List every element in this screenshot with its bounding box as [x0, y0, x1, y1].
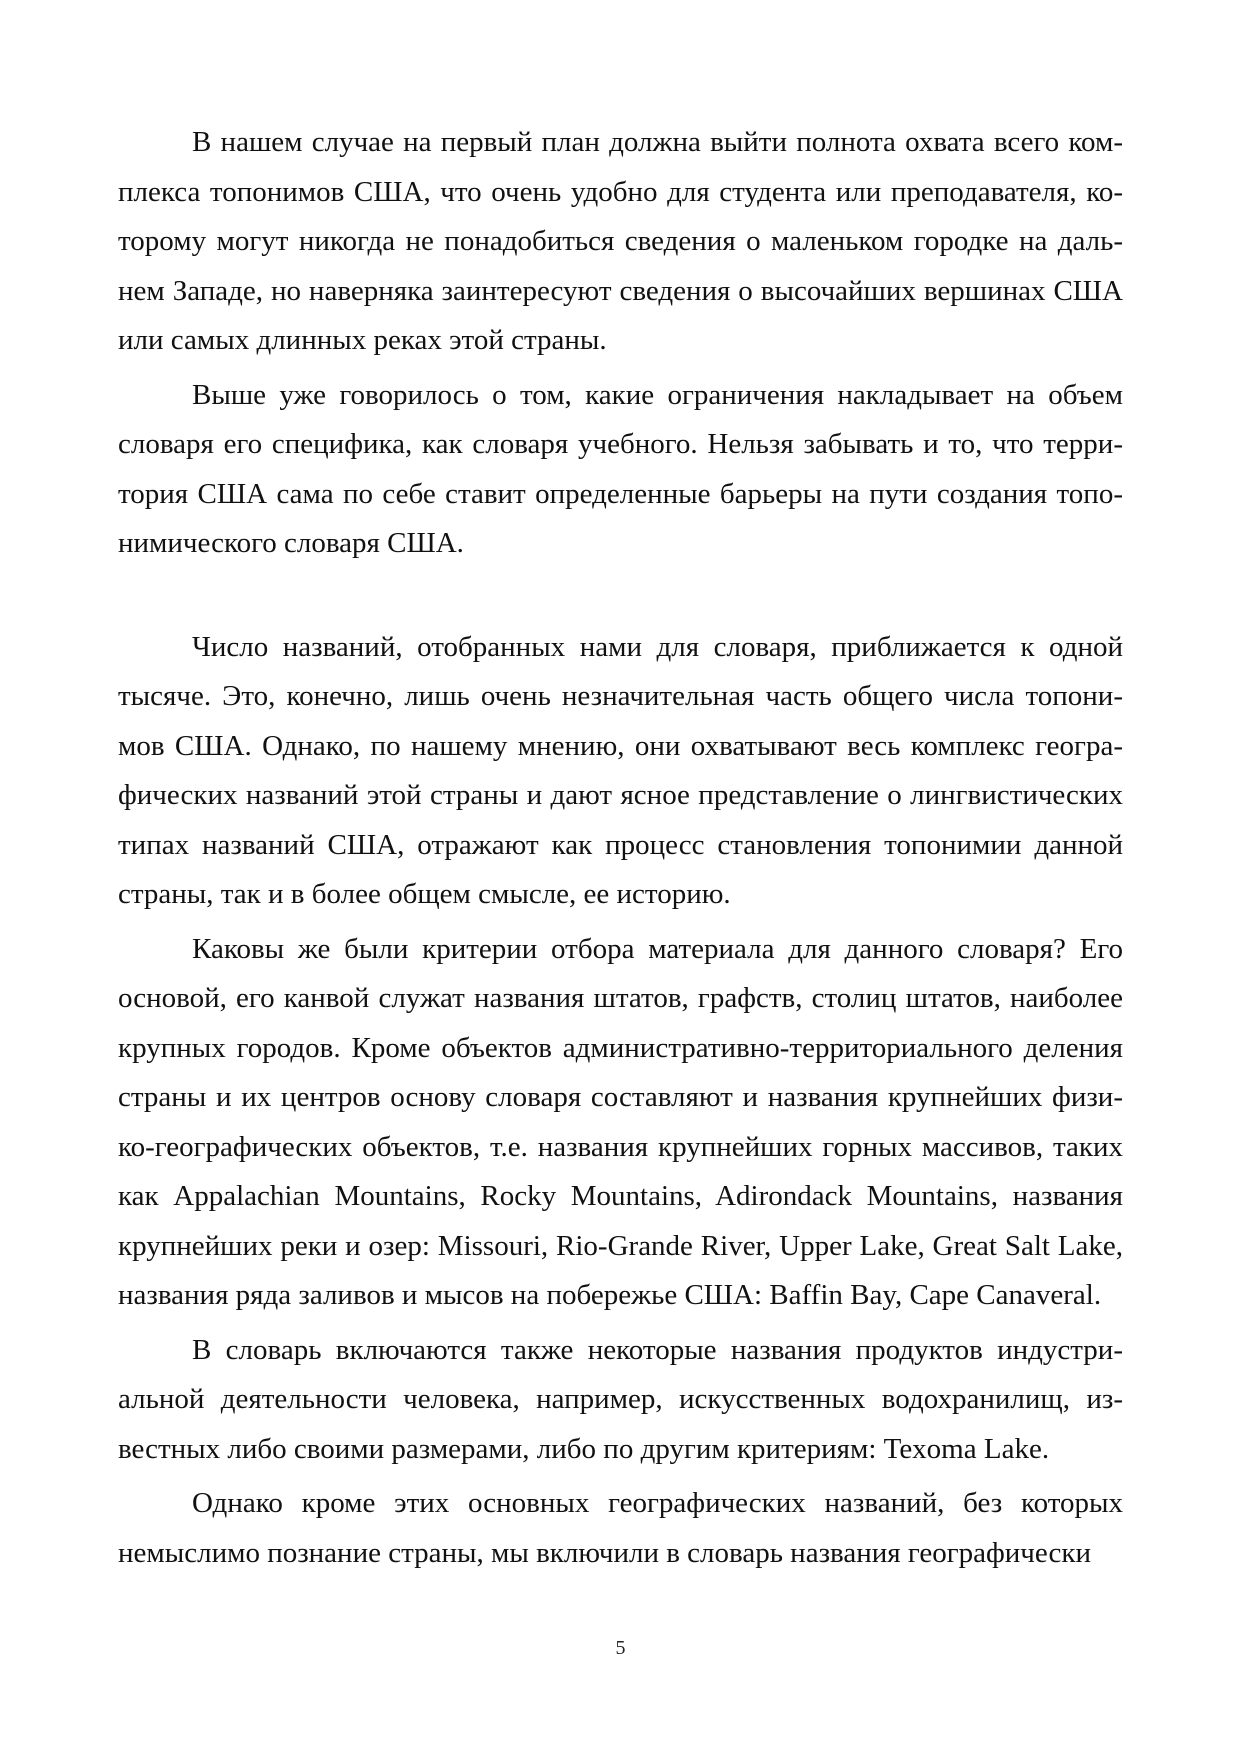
section-spacer [118, 569, 1123, 623]
page-number: 5 [615, 1637, 626, 1659]
paragraph-5: В словарь включаются также некоторые названия продуктов индустриальной деятельности человека, например, искусственных водохранилищ, известных либо своими размерами, либо по другим критериям: Texoma Lake. [118, 1333, 1123, 1465]
paragraph-2: Выше уже говорилось о том, какие ограничения накладывает на объем словаря его специфика, как словаря учебного. Нельзя забывать и то, что территория США сама по себе ставит определенные барьеры на пути создания топонимического словаря США. [118, 378, 1123, 559]
paragraph-3: Число названий, отобранных нами для словаря, приближается к одной тысяче. Это, конечно, лишь очень незначительная часть общего числа топонимов США. Однако, по нашему мнению, они охватывают весь комплекс географических названий этой страны и дают ясное представление о лингвистических типах названий США, отражают как процесс становления топонимии данной страны, так и в более общем смысле, ее историю. [118, 630, 1123, 910]
document-page [118, 118, 1123, 1578]
paragraph-1: В нашем случае на первый план должна выйти полнота охвата всего комплекса топонимов США, что очень удобно для студента или преподавателя, которому могут никогда не понадобиться сведения о маленьком городке на дальнем Западе, но наверняка заинтересуют сведения о высочайших вершинах США или самых длинных реках этой страны. [118, 126, 1123, 356]
paragraph-6: Однако кроме этих основных географических названий, без которых немыслимо познание страны, мы включили в словарь названия географически [118, 1487, 1123, 1569]
paragraph-4: Каковы же были критерии отбора материала для данного словаря? Его основой, его канвой служат названия штатов, графств, столиц штатов, наиболее крупных городов. Кроме объектов административно-территориального деления страны и их центров основу словаря составляют и названия крупнейших физико-географических объектов, т.е. названия крупнейших горных массивов, таких как Appalachian Mountains, Rocky Mountains, Adirondack Mountains, названия крупнейших реки и озер: Missouri, Rio-Grande River, Upper Lake, Great Salt Lake, названия ряда заливов и мысов на побережье США: Baffin Bay, Cape Canaveral. [118, 932, 1123, 1311]
